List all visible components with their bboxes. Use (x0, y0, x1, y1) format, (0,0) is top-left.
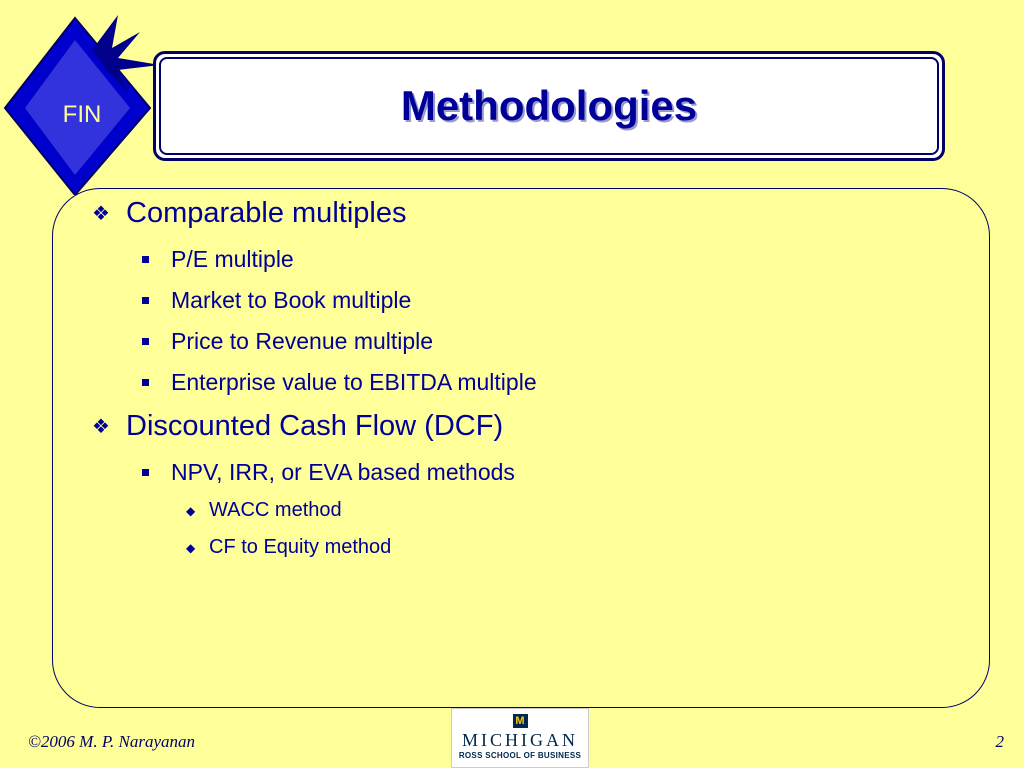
bullet-ev-ebitda: Enterprise value to EBITDA multiple (142, 369, 537, 396)
bullet-market-to-book: Market to Book multiple (142, 287, 411, 314)
square-bullet-icon (142, 338, 149, 345)
diamond-bullet-icon: ◆ (186, 503, 196, 518)
square-bullet-icon (142, 469, 149, 476)
bullet-dcf: ❖ Discounted Cash Flow (DCF) (92, 410, 504, 442)
bullet-price-to-revenue: Price to Revenue multiple (142, 328, 433, 355)
four-diamond-bullet-icon: ❖ (92, 416, 110, 438)
fin-logo (0, 10, 165, 195)
diamond-bullet-icon: ◆ (186, 540, 196, 555)
bullet-npv-irr-eva: NPV, IRR, or EVA based methods (142, 459, 515, 486)
michigan-wordmark: MICHIGAN (462, 730, 578, 750)
slide-title: Methodologies (400, 82, 698, 129)
title-box (153, 51, 945, 161)
bullet-cf-equity: ◆ CF to Equity method (186, 536, 392, 558)
bullet-wacc: ◆ WACC method (186, 499, 342, 521)
michigan-logo (451, 708, 589, 768)
square-bullet-icon (142, 379, 149, 386)
bullet-pe-multiple: P/E multiple (142, 246, 294, 273)
block-m-icon: M (513, 714, 528, 728)
square-bullet-icon (142, 297, 149, 304)
logo-text: FIN (62, 101, 102, 128)
four-diamond-bullet-icon: ❖ (92, 203, 110, 225)
page-number: 2 (995, 732, 1004, 751)
copyright-footer: ©2006 M. P. Narayanan (28, 732, 196, 751)
square-bullet-icon (142, 256, 149, 263)
bullet-comparable-multiples: ❖ Comparable multiples (92, 197, 407, 229)
ross-school-wordmark: ROSS SCHOOL OF BUSINESS (458, 751, 582, 760)
